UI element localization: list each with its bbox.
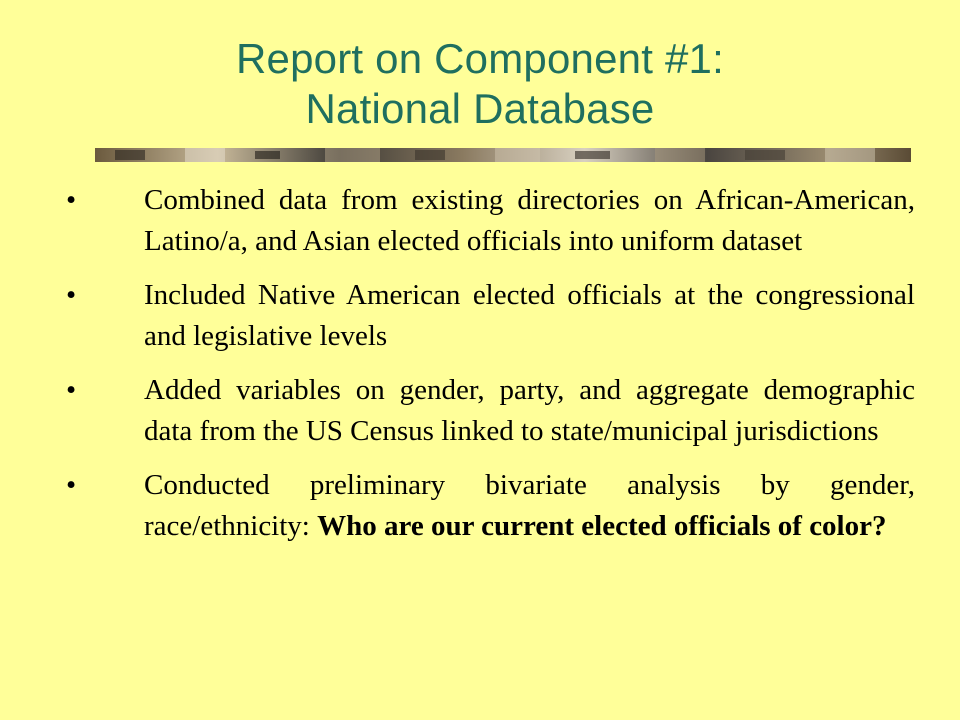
bullet-list (60, 180, 915, 560)
bullet-marker: • (66, 279, 77, 311)
slide-title (0, 34, 960, 134)
bullet-marker: • (66, 469, 77, 501)
bullet-item (60, 465, 915, 547)
bullet-item (60, 180, 915, 262)
bullet-item (60, 275, 915, 357)
title-line-1: Report on Component #1: (236, 35, 724, 82)
bullet-text: Added variables on gender, party, and aggregate demographic data from the US Census linked to state/municipal jurisdictions (144, 374, 915, 447)
bullet-marker: • (66, 184, 77, 216)
bullet-item (60, 370, 915, 452)
bullet-text: Included Native American elected officials at the congressional and legislative levels (144, 279, 915, 352)
photo-collage-image (95, 148, 911, 162)
photo-collage-strip (95, 148, 911, 162)
title-line-2: National Database (305, 85, 655, 132)
bullet-text: Combined data from existing directories on African-American, Latino/a, and Asian elected officials into uniform dataset (144, 184, 915, 257)
bullet-marker: • (66, 374, 77, 406)
bullet-text: Conducted preliminary bivariate analysis by gender, race/ethnicity: (144, 469, 915, 542)
bullet-emphasis-text: Who are our current elected officials of color? (317, 510, 887, 542)
